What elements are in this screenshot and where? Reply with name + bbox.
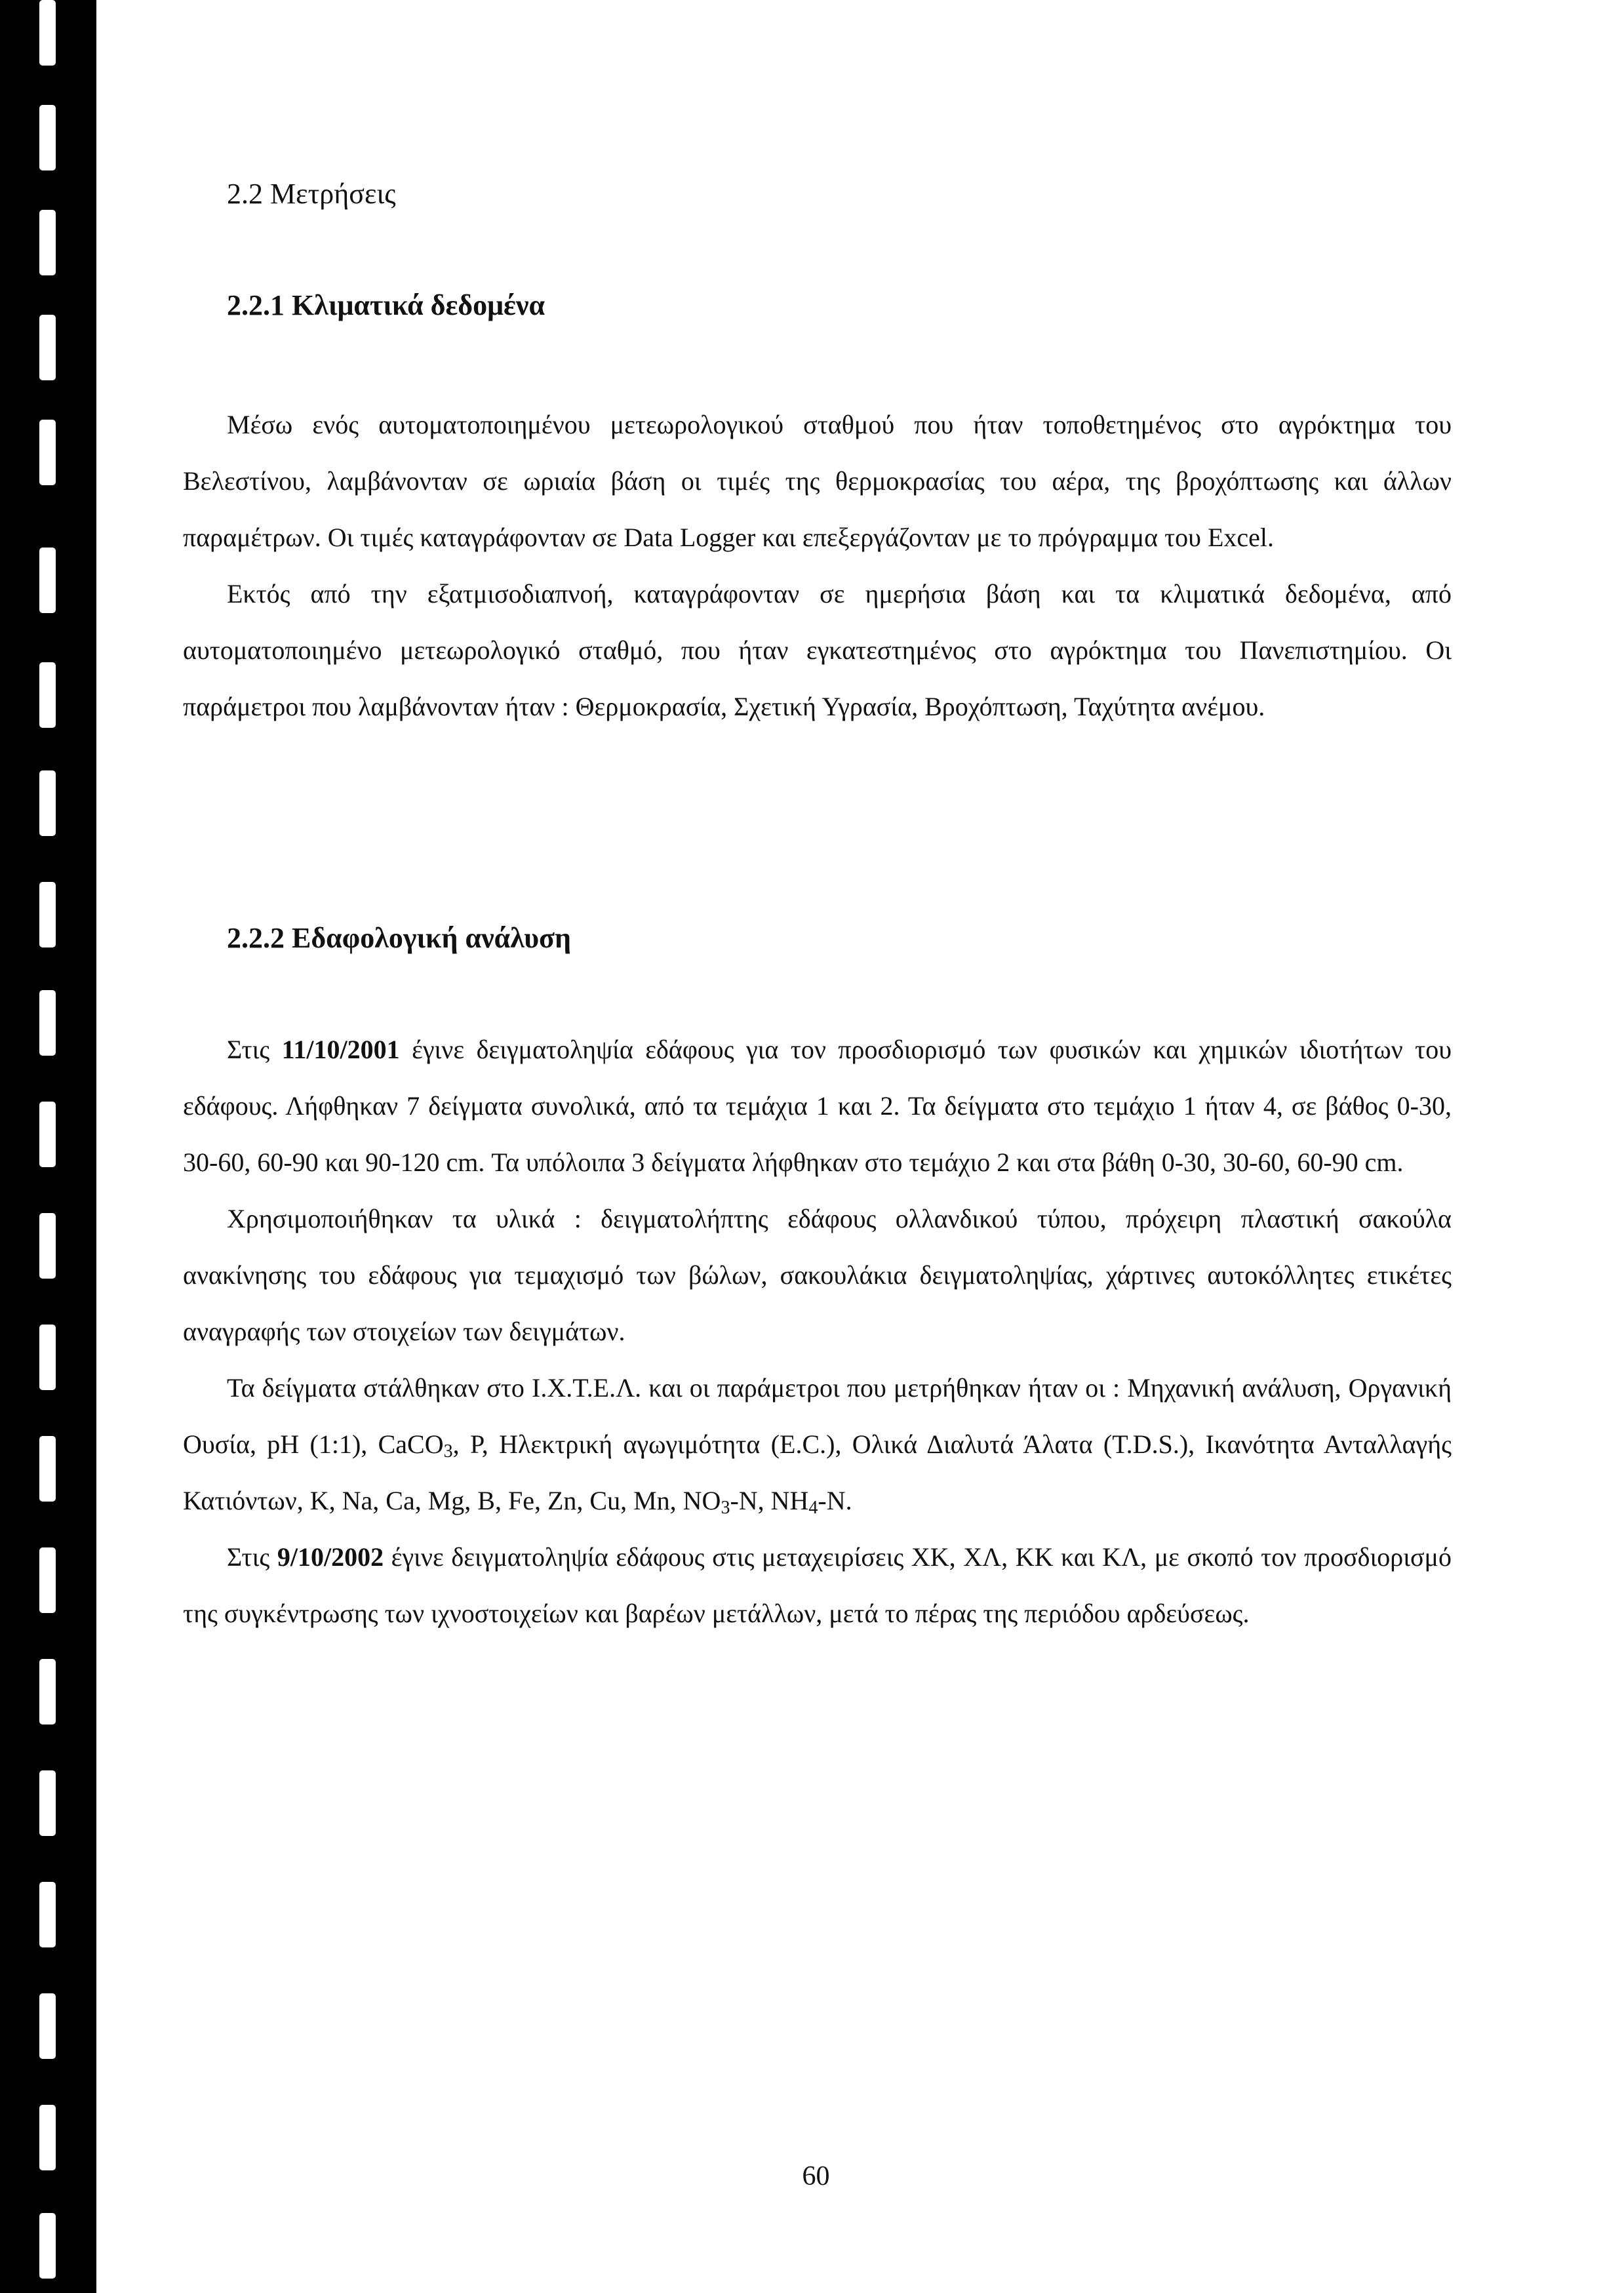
perforation [39, 1213, 56, 1279]
perforation [39, 770, 56, 836]
perforation [39, 990, 56, 1056]
subsection-heading-soil: 2.2.2 Εδαφολογική ανάλυση [227, 922, 571, 954]
perforation [39, 1882, 56, 1947]
scanned-page [8, 0, 1624, 2293]
perforation [39, 105, 56, 170]
paragraph: Στις 9/10/2002 έγινε δειγματοληψία εδάφους στις μεταχειρίσεις ΧΚ, ΧΛ, ΚΚ και ΚΛ, με σκοπό τον προσδιορισμό της συγκέντρωσης των ιχνοστοιχείων και βαρέων μετάλλων, μετά το πέρας της περιόδου αρδεύσεως. [183, 1542, 1452, 1628]
perforation [39, 1659, 56, 1725]
perforation [39, 420, 56, 485]
climate-text [183, 397, 1452, 735]
perforation [39, 0, 56, 66]
sampling-date: 11/10/2001 [281, 1035, 400, 1064]
page-number: 60 [802, 2161, 830, 2191]
perforation [39, 315, 56, 380]
perforation [39, 2213, 56, 2279]
perforation [39, 662, 56, 728]
perforation [39, 210, 56, 275]
perforation [39, 1770, 56, 1836]
section-heading: 2.2 Μετρήσεις [227, 178, 396, 210]
perforation [39, 1102, 56, 1167]
perforation [39, 1993, 56, 2059]
paragraph: Εκτός από την εξατμισοδιαπνοή, καταγράφονταν σε ημερήσια βάση και τα κλιματικά δεδομένα, από αυτοματοποιημένο μετεωρολογικό σταθμό, που ήταν εγκατεστημένος στο αγρόκτημα του Πανεπιστημίου. Οι παράμετροι που λαμβάνονταν ήταν : Θερμοκρασία, Σχετική Υγρασία, Βροχόπτωση, Ταχύτητα ανέμου. [183, 579, 1452, 721]
binding-strip [8, 0, 96, 2293]
paragraph: Μέσω ενός αυτοματοποιημένου μετεωρολογικού σταθμού που ήταν τοποθετημένος στο αγρόκτημα του Βελεστίνου, λαμβάνονταν σε ωριαία βάση οι τιμές της θερμοκρασίας του αέρα, της βροχόπτωσης και άλλων παραμέτρων. Οι τιμές καταγράφονταν σε Data Logger και επεξεργάζονταν με το πρόγραμμα του Excel. [183, 410, 1452, 552]
paragraph: Χρησιμοποιήθηκαν τα υλικά : δειγματολήπτης εδάφους ολλανδικού τύπου, πρόχειρη πλαστική σακούλα ανακίνησης του εδάφους για τεμαχισμό των βώλων, σακουλάκια δειγματοληψίας, χάρτινες αυτοκόλλητες ετικέτες αναγραφής των στοιχείων των δειγμάτων. [183, 1204, 1452, 1346]
soil-text [183, 1022, 1452, 1642]
perforation [39, 1547, 56, 1613]
sampling-date: 9/10/2002 [277, 1542, 384, 1572]
perforation [39, 548, 56, 613]
perforation [39, 1325, 56, 1390]
paragraph: Τα δείγματα στάλθηκαν στο Ι.Χ.Τ.Ε.Λ. και οι παράμετροι που μετρήθηκαν ήταν οι : Μηχανική ανάλυση, Οργανική Ουσία, pH (1:1), CaCO$_3$, P, Ηλεκτρική αγωγιμότητα (E.C.), Ολικά Διαλυτά Άλατα (T.D.S.), Ικανότητα Ανταλλαγής Κατιόντων, K, Na, Ca, Mg, B, Fe, Zn, Cu, Mn, $NO_3-N$, $NH_4-N$. [183, 1373, 1452, 1518]
perforation [39, 1436, 56, 1502]
subsection-heading-climate: 2.2.1 Κλιματικά δεδομένα [227, 289, 545, 321]
paragraph: Στις 11/10/2001 έγινε δειγματοληψία εδάφους για τον προσδιορισμό των φυσικών και χημικών ιδιοτήτων του εδάφους. Λήφθηκαν 7 δείγματα συνολικά, από τα τεμάχια 1 και 2. Τα δείγματα στο τεμάχιο 1 ήταν 4, σε βάθος 0-30, 30-60, 60-90 και 90-120 cm. Τα υπόλοιπα 3 δείγματα λήφθηκαν στο τεμάχιο 2 και στα βάθη 0-30, 30-60, 60-90 cm. [183, 1035, 1452, 1177]
perforation [39, 882, 56, 947]
